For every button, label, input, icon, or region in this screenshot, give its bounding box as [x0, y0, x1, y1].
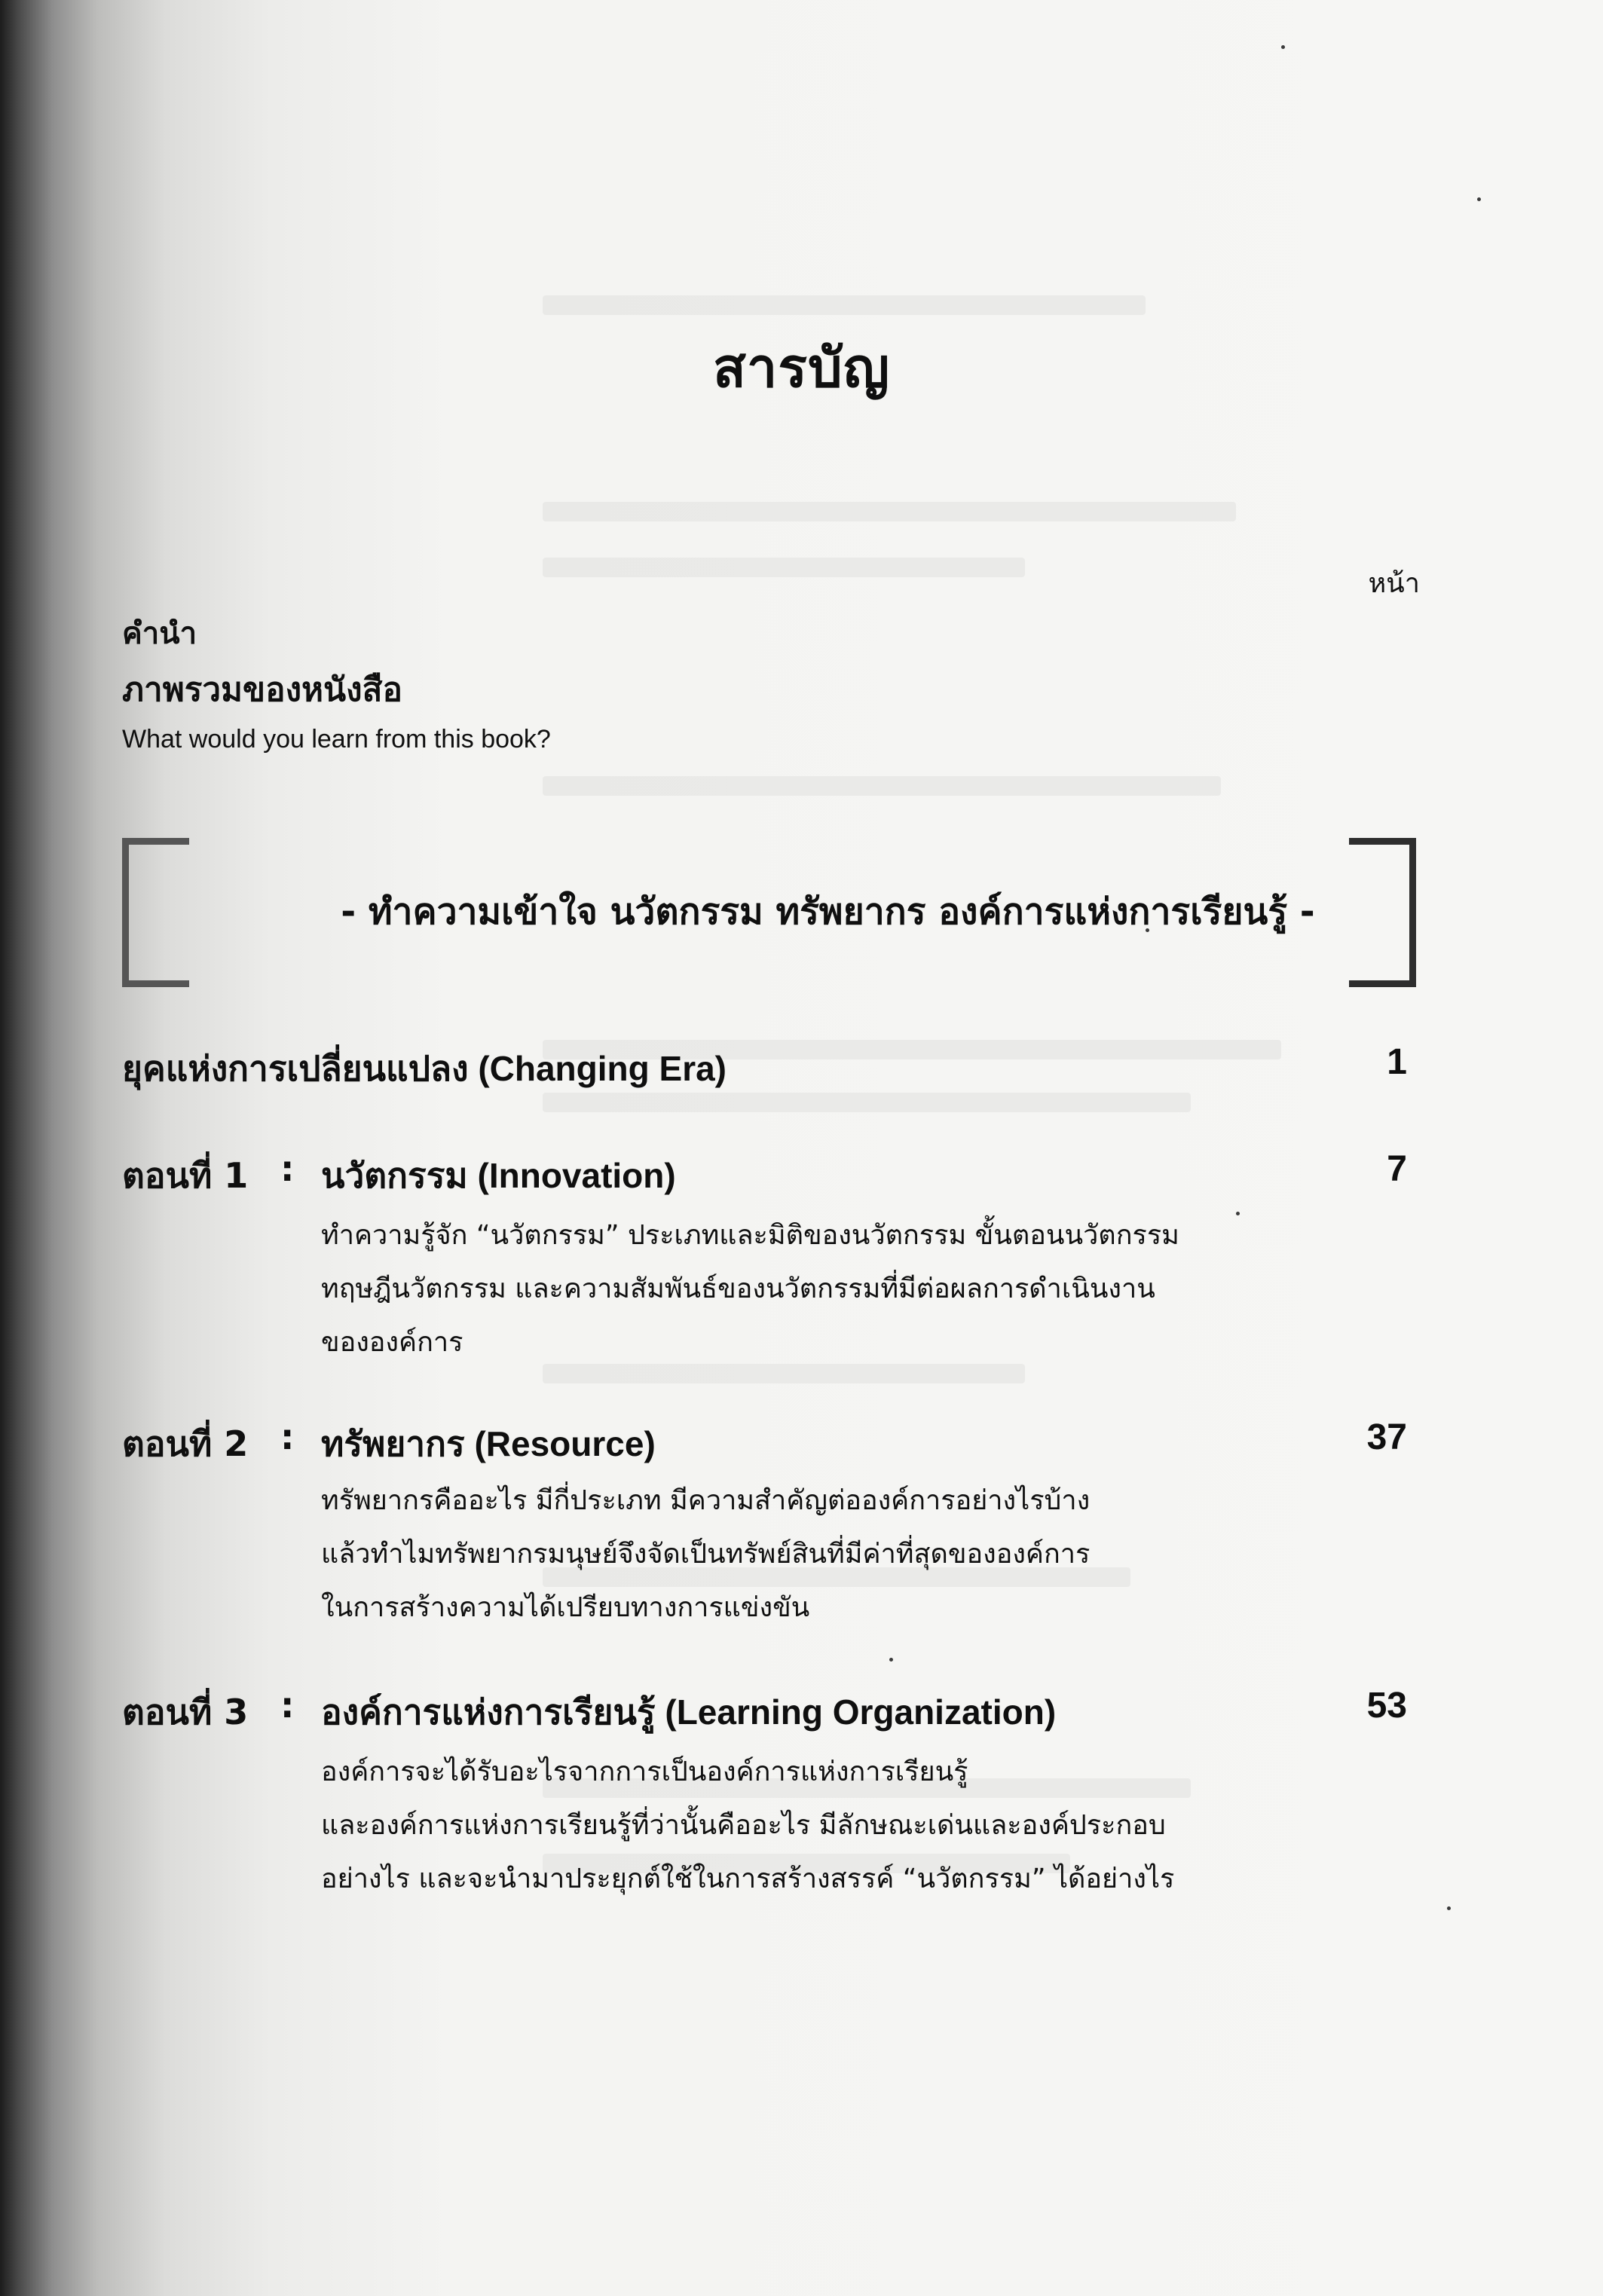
chapter-colon: :: [280, 1417, 295, 1457]
description-line: ทรัพยากรคืออะไร มีกี่ประเภท มีความสำคัญต่อองค์การอย่างไรบ้าง: [321, 1485, 1091, 1516]
show-through-line: [543, 502, 1236, 521]
show-through-line: [543, 558, 1025, 577]
toc-title: สารบัญ: [712, 336, 891, 399]
dust-speck: [889, 1658, 893, 1662]
page-column-label: หน้า: [1368, 568, 1420, 599]
toc-entry-page: 1: [1387, 1042, 1407, 1082]
toc-entry-title: ยุคแห่งการเปลี่ยนแปลง (Changing Era): [122, 1049, 727, 1088]
chapter-label: ตอนที่ 3: [122, 1692, 249, 1732]
section-banner: - ทำความเข้าใจ นวัตกรรม ทรัพยากร องค์การแห่งการเรียนรู้ -: [341, 891, 1315, 933]
description-line: ในการสร้างความได้เปรียบทางการแข่งขัน: [321, 1592, 810, 1623]
description-line: อย่างไร และจะนำมาประยุกต์ใช้ในการสร้างสรรค์ “นวัตกรรม” ได้อย่างไร: [321, 1863, 1175, 1894]
description-line: ทฤษฎีนวัตกรรม และความสัมพันธ์ของนวัตกรรมที่มีต่อผลการดำเนินงาน: [321, 1273, 1155, 1304]
show-through-line: [543, 776, 1221, 796]
chapter-label: ตอนที่ 1: [122, 1155, 249, 1196]
chapter-page-number: 37: [1366, 1417, 1407, 1457]
description-line: และองค์การแห่งการเรียนรู้ที่ว่านั้นคืออะไร มีลักษณะเด่นและองค์ประกอบ: [321, 1810, 1166, 1841]
chapter-description: [321, 1745, 1323, 1906]
chapter-title: นวัตกรรม (Innovation): [321, 1156, 676, 1195]
chapter-title: ทรัพยากร (Resource): [321, 1424, 656, 1463]
chapter-label: ตอนที่ 2: [122, 1423, 249, 1464]
show-through-line: [543, 295, 1146, 315]
chapter-colon: :: [280, 1685, 295, 1726]
dust-speck: [1477, 197, 1481, 201]
chapter-description: [321, 1474, 1323, 1634]
dust-speck: [1447, 1906, 1451, 1910]
dust-speck: [1281, 45, 1285, 49]
chapter-title: องค์การแห่งการเรียนรู้ (Learning Organization): [321, 1692, 1057, 1732]
overview-heading: ภาพรวมของหนังสือ: [122, 671, 402, 709]
description-line: องค์การจะได้รับอะไรจากการเป็นองค์การแห่งการเรียนรู้: [321, 1756, 968, 1787]
description-line: แล้วทำไมทรัพยากรมนุษย์จึงจัดเป็นทรัพย์สินที่มีค่าที่สุดขององค์การ: [321, 1539, 1091, 1570]
chapter-page-number: 53: [1366, 1686, 1407, 1726]
chapter-page-number: 7: [1387, 1149, 1407, 1189]
chapter-colon: :: [280, 1148, 295, 1189]
chapter-description: [321, 1209, 1323, 1369]
description-line: ทำความรู้จัก “นวัตกรรม” ประเภทและมิติของนวัตกรรม ขั้นตอนนวัตกรรม: [321, 1220, 1179, 1251]
description-line: ขององค์การ: [321, 1327, 463, 1358]
foreword-label: คำนำ: [122, 616, 197, 651]
overview-subtitle: What would you learn from this book?: [122, 725, 551, 754]
